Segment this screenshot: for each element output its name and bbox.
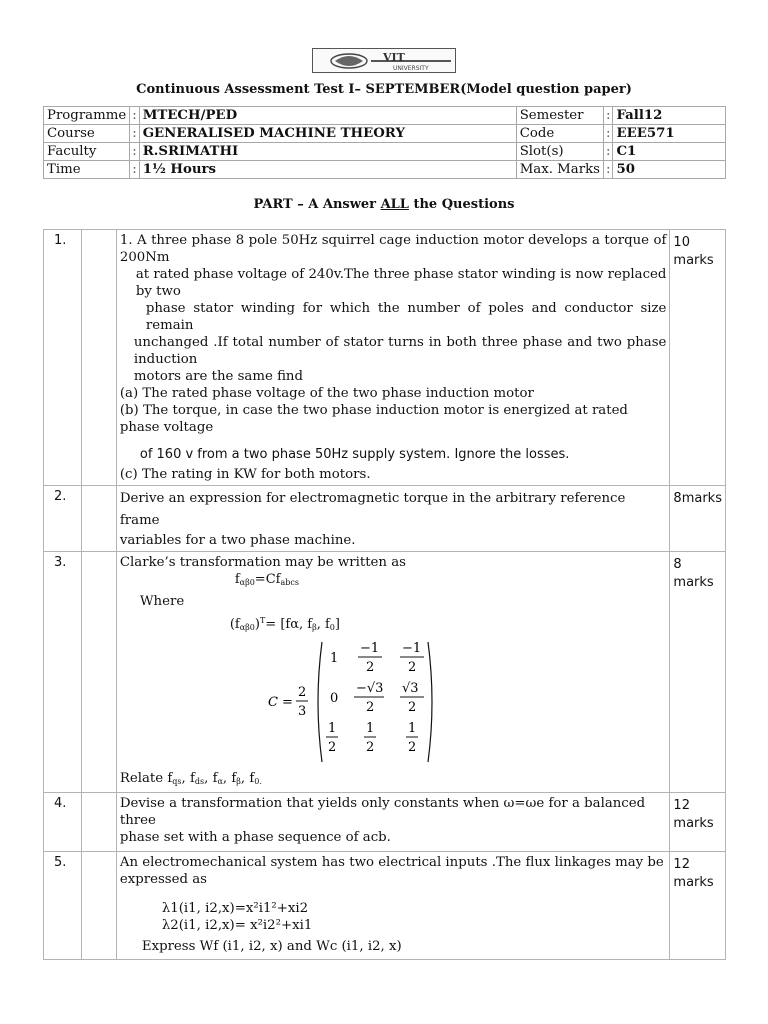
eq-subscript: abcs (280, 578, 299, 587)
slot-value: C1 (613, 143, 726, 161)
faculty-value: R.SRIMATHI (139, 143, 516, 161)
spacer-cell (81, 486, 116, 552)
marks-cell: 12 marks (670, 793, 726, 852)
question-line: (b) The torque, in case the two phase induction motor is energized at rated phase voltage (119, 403, 628, 435)
part-suffix: the Questions (408, 197, 515, 212)
question-text (116, 230, 670, 486)
eq-symbol: , f (316, 617, 330, 632)
question-line: (c) The rating in KW for both motors. (119, 467, 371, 482)
marks-cell: 12 marks (670, 852, 726, 960)
flux-equation-2: λ2(i1, i2,x)= x²i2²+xi1 (161, 918, 313, 933)
part-emphasis: ALL (380, 197, 409, 212)
max-marks-label: Max. Marks (516, 161, 603, 179)
eq-symbol: = [fα, f (265, 617, 313, 632)
code-value: EEE571 (613, 125, 726, 143)
matrix-cell: −1 (401, 641, 422, 656)
question-row-1 (44, 230, 726, 486)
matrix-cell: 2 (365, 740, 375, 755)
logo-text: VIT (383, 51, 405, 64)
eq-symbol: (f (229, 617, 240, 632)
spacer-cell (81, 852, 116, 960)
matrix-cell: 0 (329, 691, 339, 706)
time-value: 1½ Hours (139, 161, 516, 179)
eq-symbol: f (234, 572, 240, 587)
clarke-equation (120, 571, 667, 591)
question-text (116, 552, 670, 793)
question-line: variables for a two phase machine. (119, 533, 356, 548)
express-line: Express Wf (i1, i2, x) and Wc (i1, i2, x) (141, 939, 402, 954)
question-line: Derive an expression for electromagnetic torque in the arbitrary reference frame (119, 491, 626, 528)
eq-superscript: T (259, 616, 266, 625)
colon: : (603, 107, 612, 125)
code-label: Code (516, 125, 603, 143)
faculty-label: Faculty (44, 143, 130, 161)
questions-table (43, 229, 726, 960)
matrix-cell: √3 (401, 681, 419, 696)
marks-cell: 8 marks (670, 552, 726, 793)
max-marks-value: 50 (613, 161, 726, 179)
question-number: 3. (44, 552, 82, 793)
matrix-lhs: C (267, 695, 278, 710)
document-title: Continuous Assessment Test I– SEPTEMBER(Model question paper) (136, 82, 632, 97)
colon: : (130, 125, 139, 143)
question-line: 1. A three phase 8 pole 50Hz squirrel cage induction motor develops a torque of 200Nm (119, 233, 667, 265)
matrix-cell: 2 (407, 740, 417, 755)
matrix-cell: 1 (365, 721, 375, 736)
coef-denominator: 3 (297, 704, 307, 719)
relate-line (120, 766, 667, 790)
relate-text: , f (204, 771, 218, 786)
question-text (116, 852, 670, 960)
question-line: Clarke’s transformation may be written as (119, 555, 406, 570)
question-number: 2. (44, 486, 82, 552)
colon: : (130, 161, 139, 179)
header-table (43, 106, 726, 179)
matrix-cell: 2 (365, 660, 375, 675)
spacer-cell (81, 230, 116, 486)
colon: : (130, 107, 139, 125)
eq-subscript: 0 (329, 623, 335, 632)
right-bracket (428, 642, 432, 762)
question-line: phase set with a phase sequence of acb. (119, 830, 391, 845)
eq-subscript: qs (172, 777, 182, 786)
relate-text: , f (222, 771, 237, 786)
question-line: motors are the same find (133, 369, 304, 384)
question-line: at rated phase voltage of 240v.The three phase stator winding is now replaced by two (135, 267, 667, 299)
matrix-cell: −√3 (355, 681, 384, 696)
matrix-cell: −1 (359, 641, 380, 656)
matrix-equals: = (281, 695, 293, 710)
matrix-cell: 1 (327, 721, 337, 736)
colon: : (130, 143, 139, 161)
matrix-cell: 2 (327, 740, 337, 755)
question-number: 5. (44, 852, 82, 960)
question-line: unchanged .If total number of stator turns in both three phase and two phase induction (133, 335, 667, 367)
clarke-matrix (120, 638, 667, 766)
logo-subtext: UNIVERSITY (393, 65, 429, 72)
colon: : (603, 161, 612, 179)
eq-subscript: αβ0 (239, 578, 255, 587)
relate-text: Relate f (119, 771, 173, 786)
question-line: An electromechanical system has two electrical inputs .The flux linkages may be (119, 855, 664, 870)
question-row-2 (44, 486, 726, 552)
question-row-4 (44, 793, 726, 852)
question-line: of 160 v from a two phase 50Hz supply system. Ignore the losses. (139, 447, 570, 462)
coef-numerator: 2 (297, 685, 307, 700)
eq-subscript: β (312, 623, 317, 632)
time-label: Time (44, 161, 130, 179)
question-line: (a) The rated phase voltage of the two phase induction motor (119, 386, 534, 401)
eq-subscript: ds (194, 777, 205, 786)
course-value: GENERALISED MACHINE THEORY (139, 125, 516, 143)
question-number: 4. (44, 793, 82, 852)
marks-cell: 8marks (670, 486, 726, 552)
eq-symbol: =Cf (254, 572, 281, 587)
semester-value: Fall12 (613, 107, 726, 125)
matrix-cell: 2 (407, 700, 417, 715)
part-heading (0, 197, 768, 212)
eq-subscript: β (236, 777, 241, 786)
question-row-5 (44, 852, 726, 960)
matrix-cell: 1 (407, 721, 417, 736)
spacer-cell (81, 552, 116, 793)
flux-equation-1: λ1(i1, i2,x)=x²i1²+xi2 (161, 901, 309, 916)
eq-symbol: ] (334, 617, 340, 632)
university-logo (312, 48, 456, 73)
course-label: Course (44, 125, 130, 143)
eq-subscript: α (217, 777, 223, 786)
eq-symbol: ) (254, 617, 260, 632)
transpose-equation (120, 610, 667, 636)
where-label: Where (139, 594, 185, 609)
matrix-cell: 2 (407, 660, 417, 675)
semester-label: Semester (516, 107, 603, 125)
matrix-cell: 2 (365, 700, 375, 715)
question-line: Devise a transformation that yields only constants when ω=ωe for a balanced three (119, 796, 646, 828)
relate-text: , f (240, 771, 255, 786)
colon: : (603, 125, 612, 143)
programme-value: MTECH/PED (139, 107, 516, 125)
eq-subscript: αβ0 (239, 623, 255, 632)
colon: : (603, 143, 612, 161)
question-number: 1. (44, 230, 82, 486)
question-line: expressed as (119, 872, 207, 887)
question-text (116, 486, 670, 552)
question-text (116, 793, 670, 852)
left-bracket (318, 642, 322, 762)
relate-text: , f (181, 771, 195, 786)
marks-cell: 10 marks (670, 230, 726, 486)
programme-label: Programme (44, 107, 130, 125)
eq-subscript: 0. (254, 777, 262, 786)
slot-label: Slot(s) (516, 143, 603, 161)
matrix-cell: 1 (329, 651, 339, 666)
question-row-3 (44, 552, 726, 793)
question-line: phase stator winding for which the number of poles and conductor size remain (145, 301, 667, 333)
spacer-cell (81, 793, 116, 852)
part-prefix: PART – A Answer (253, 197, 381, 212)
